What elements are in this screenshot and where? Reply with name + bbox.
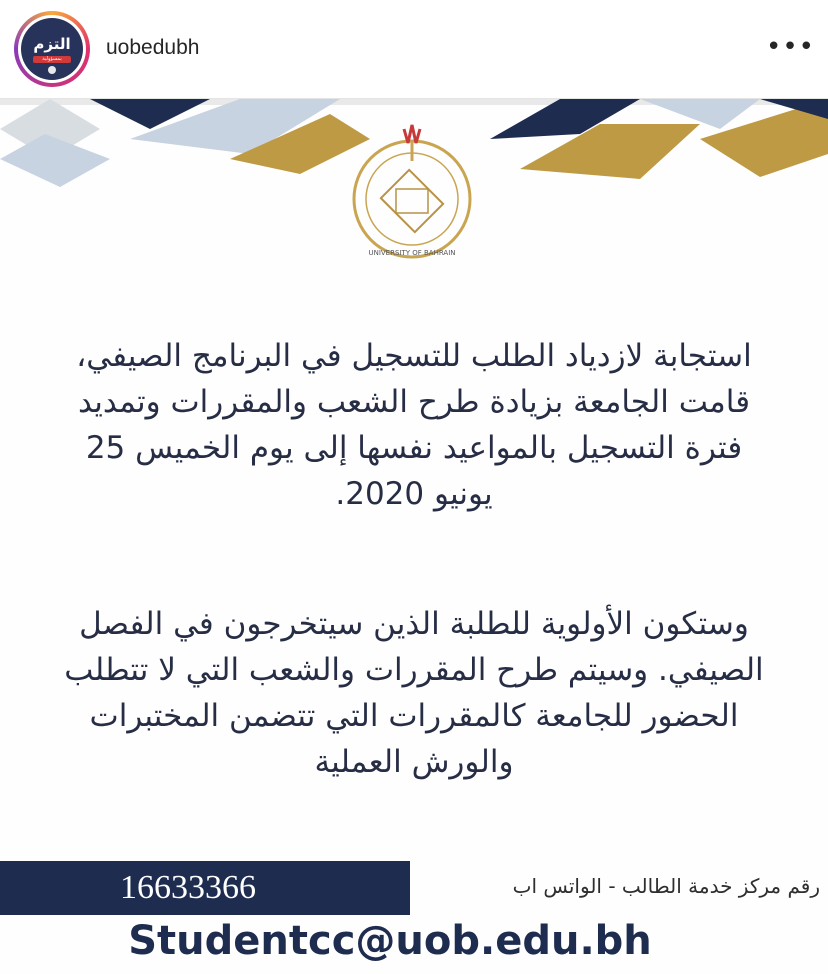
- email-address: Studentcc@uob.edu.bh: [128, 918, 652, 964]
- avatar[interactable]: [14, 11, 90, 87]
- avatar-badge-icon: [48, 66, 56, 74]
- post-header: [0, 0, 828, 99]
- post-image[interactable]: [0, 99, 828, 974]
- avatar-text: التزم: [33, 35, 71, 53]
- announcement-paragraph-1: استجابة لازدياد الطلب للتسجيل في البرنامج الصيفي، قامت الجامعة بزيادة طرح الشعب والمقررات وتمديد فترة التسجيل بالمواعيد نفسها إلى يوم الخميس 25 يونيو 2020.: [76, 338, 752, 512]
- username-link[interactable]: uobedubh: [106, 36, 200, 59]
- announcement-paragraph-2: وستكون الأولوية للطلبة الذين سيتخرجون في الفصل الصيفي. وسيتم طرح المقررات والشعب التي لا تتطلب الحضور للجامعة كالمقررات التي تتضمن المختبرات والورش العملية: [64, 606, 764, 780]
- logo-text: UNIVERSITY OF BAHRAIN: [368, 249, 456, 257]
- whatsapp-label: رقم مركز خدمة الطالب - الواتس اب: [512, 874, 820, 898]
- avatar-subtext: بمسؤولية: [33, 56, 71, 63]
- avatar-image: [21, 18, 83, 80]
- university-logo: [346, 121, 478, 265]
- phone-number: 16633366: [120, 869, 256, 906]
- more-options-icon[interactable]: •••: [766, 32, 816, 62]
